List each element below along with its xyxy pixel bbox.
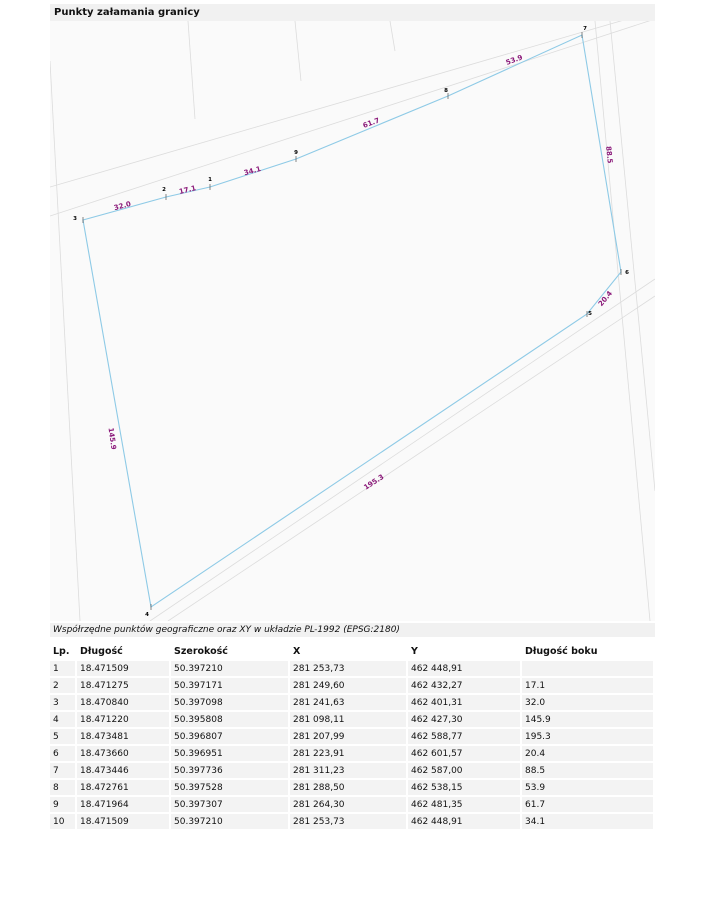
table-cell: 50.397210 (171, 661, 290, 676)
table-cell: 18.471275 (77, 678, 171, 693)
segment-length-label: 32.0 (113, 199, 132, 213)
table-cell: 18.470840 (77, 695, 171, 710)
table-cell: 50.397171 (171, 678, 290, 693)
table-cell: 281 223,91 (290, 746, 408, 761)
table-cell: 50.395808 (171, 712, 290, 727)
table-cell: 50.397307 (171, 797, 290, 812)
table-cell: 462 588,77 (408, 729, 522, 744)
table-cell: 462 432,27 (408, 678, 522, 693)
parcel-map[interactable] (50, 21, 655, 621)
point-label: 1 (208, 177, 212, 183)
segment-length-label: 34.1 (243, 164, 262, 178)
parcel-map-canvas (50, 21, 655, 621)
table-cell: 3 (50, 695, 77, 710)
table-cell: 462 601,57 (408, 746, 522, 761)
point-label: 6 (625, 270, 629, 276)
table-cell: 462 587,00 (408, 763, 522, 778)
table-row (50, 814, 655, 829)
table-cell: 462 427,30 (408, 712, 522, 727)
column-header: X (293, 645, 301, 657)
table-cell: 32.0 (522, 695, 655, 710)
segment-length-label: 53.9 (504, 53, 524, 67)
table-row (50, 678, 655, 693)
table-cell: 2 (50, 678, 77, 693)
table-cell: 10 (50, 814, 77, 829)
parcel-boundary (83, 35, 621, 607)
table-cell: 18.472761 (77, 780, 171, 795)
table-header-row (50, 643, 655, 659)
table-cell: 462 481,35 (408, 797, 522, 812)
table-cell: 50.396951 (171, 746, 290, 761)
point-label: 7 (583, 26, 587, 32)
table-cell: 8 (50, 780, 77, 795)
table-cell: 50.397098 (171, 695, 290, 710)
table-cell: 281 098,11 (290, 712, 408, 727)
point-label: 9 (294, 150, 298, 156)
table-cell: 1 (50, 661, 77, 676)
table-cell: 4 (50, 712, 77, 727)
table-cell: 7 (50, 763, 77, 778)
table-cell: 34.1 (522, 814, 655, 829)
table-cell: 281 241,63 (290, 695, 408, 710)
table-cell: 9 (50, 797, 77, 812)
table-cell: 281 207,99 (290, 729, 408, 744)
table-cell: 18.473481 (77, 729, 171, 744)
table-cell: 18.473446 (77, 763, 171, 778)
point-label: 2 (162, 187, 166, 193)
table-cell: 18.471220 (77, 712, 171, 727)
table-cell: 5 (50, 729, 77, 744)
table-cell: 18.471964 (77, 797, 171, 812)
table-row (50, 763, 655, 778)
boundary-layer (83, 32, 621, 610)
table-cell: 18.471509 (77, 661, 171, 676)
column-header: Lp. (53, 645, 70, 657)
table-cell: 281 311,23 (290, 763, 408, 778)
table-cell: 17.1 (522, 678, 655, 693)
table-cell: 50.397210 (171, 814, 290, 829)
table-cell: 53.9 (522, 780, 655, 795)
table-row (50, 780, 655, 795)
segment-length-label: 145.9 (106, 427, 118, 451)
table-cell: 462 401,31 (408, 695, 522, 710)
segment-length-label: 195.3 (362, 472, 386, 492)
table-row (50, 729, 655, 744)
table-cell: 195.3 (522, 729, 655, 744)
table-cell: 6 (50, 746, 77, 761)
column-header: Szerokość (174, 645, 228, 657)
point-label: 3 (73, 216, 77, 222)
table-cell: 50.397528 (171, 780, 290, 795)
table-cell: 281 253,73 (290, 814, 408, 829)
segment-length-label: 20.4 (596, 289, 615, 308)
table-cell: 281 288,50 (290, 780, 408, 795)
segment-length-label: 61.7 (361, 116, 381, 130)
table-cell: 20.4 (522, 746, 655, 761)
column-header: Długość boku (525, 645, 598, 657)
table-cell: 88.5 (522, 763, 655, 778)
table-row (50, 712, 655, 727)
labels-layer (73, 26, 629, 618)
table-body (50, 661, 655, 829)
page-title: Punkty załamania granicy (50, 4, 655, 21)
table-cell: 281 249,60 (290, 678, 408, 693)
column-header: Długość (80, 645, 123, 657)
point-label: 4 (145, 612, 149, 618)
table-cell: 462 448,91 (408, 661, 522, 676)
table-cell: 18.473660 (77, 746, 171, 761)
table-row (50, 797, 655, 812)
table-cell: 462 538,15 (408, 780, 522, 795)
segment-length-label: 88.5 (604, 145, 614, 164)
segment-length-label: 17.1 (178, 184, 197, 196)
context-lines (50, 21, 655, 621)
table-row (50, 661, 655, 676)
column-header: Y (411, 645, 418, 657)
point-label: 5 (588, 311, 592, 317)
coordinates-caption: Współrzędne punktów geograficzne oraz XY w układzie PL-1992 (EPSG:2180) (50, 623, 655, 637)
table-cell: 281 264,30 (290, 797, 408, 812)
table-cell: 281 253,73 (290, 661, 408, 676)
table-cell: 462 448,91 (408, 814, 522, 829)
table-row (50, 695, 655, 710)
table-cell: 50.396807 (171, 729, 290, 744)
table-cell (522, 661, 655, 676)
table-cell: 145.9 (522, 712, 655, 727)
point-label: 8 (444, 88, 448, 94)
table-cell: 50.397736 (171, 763, 290, 778)
table-row (50, 746, 655, 761)
table-cell: 18.471509 (77, 814, 171, 829)
table-cell: 61.7 (522, 797, 655, 812)
coordinates-table (50, 641, 655, 831)
